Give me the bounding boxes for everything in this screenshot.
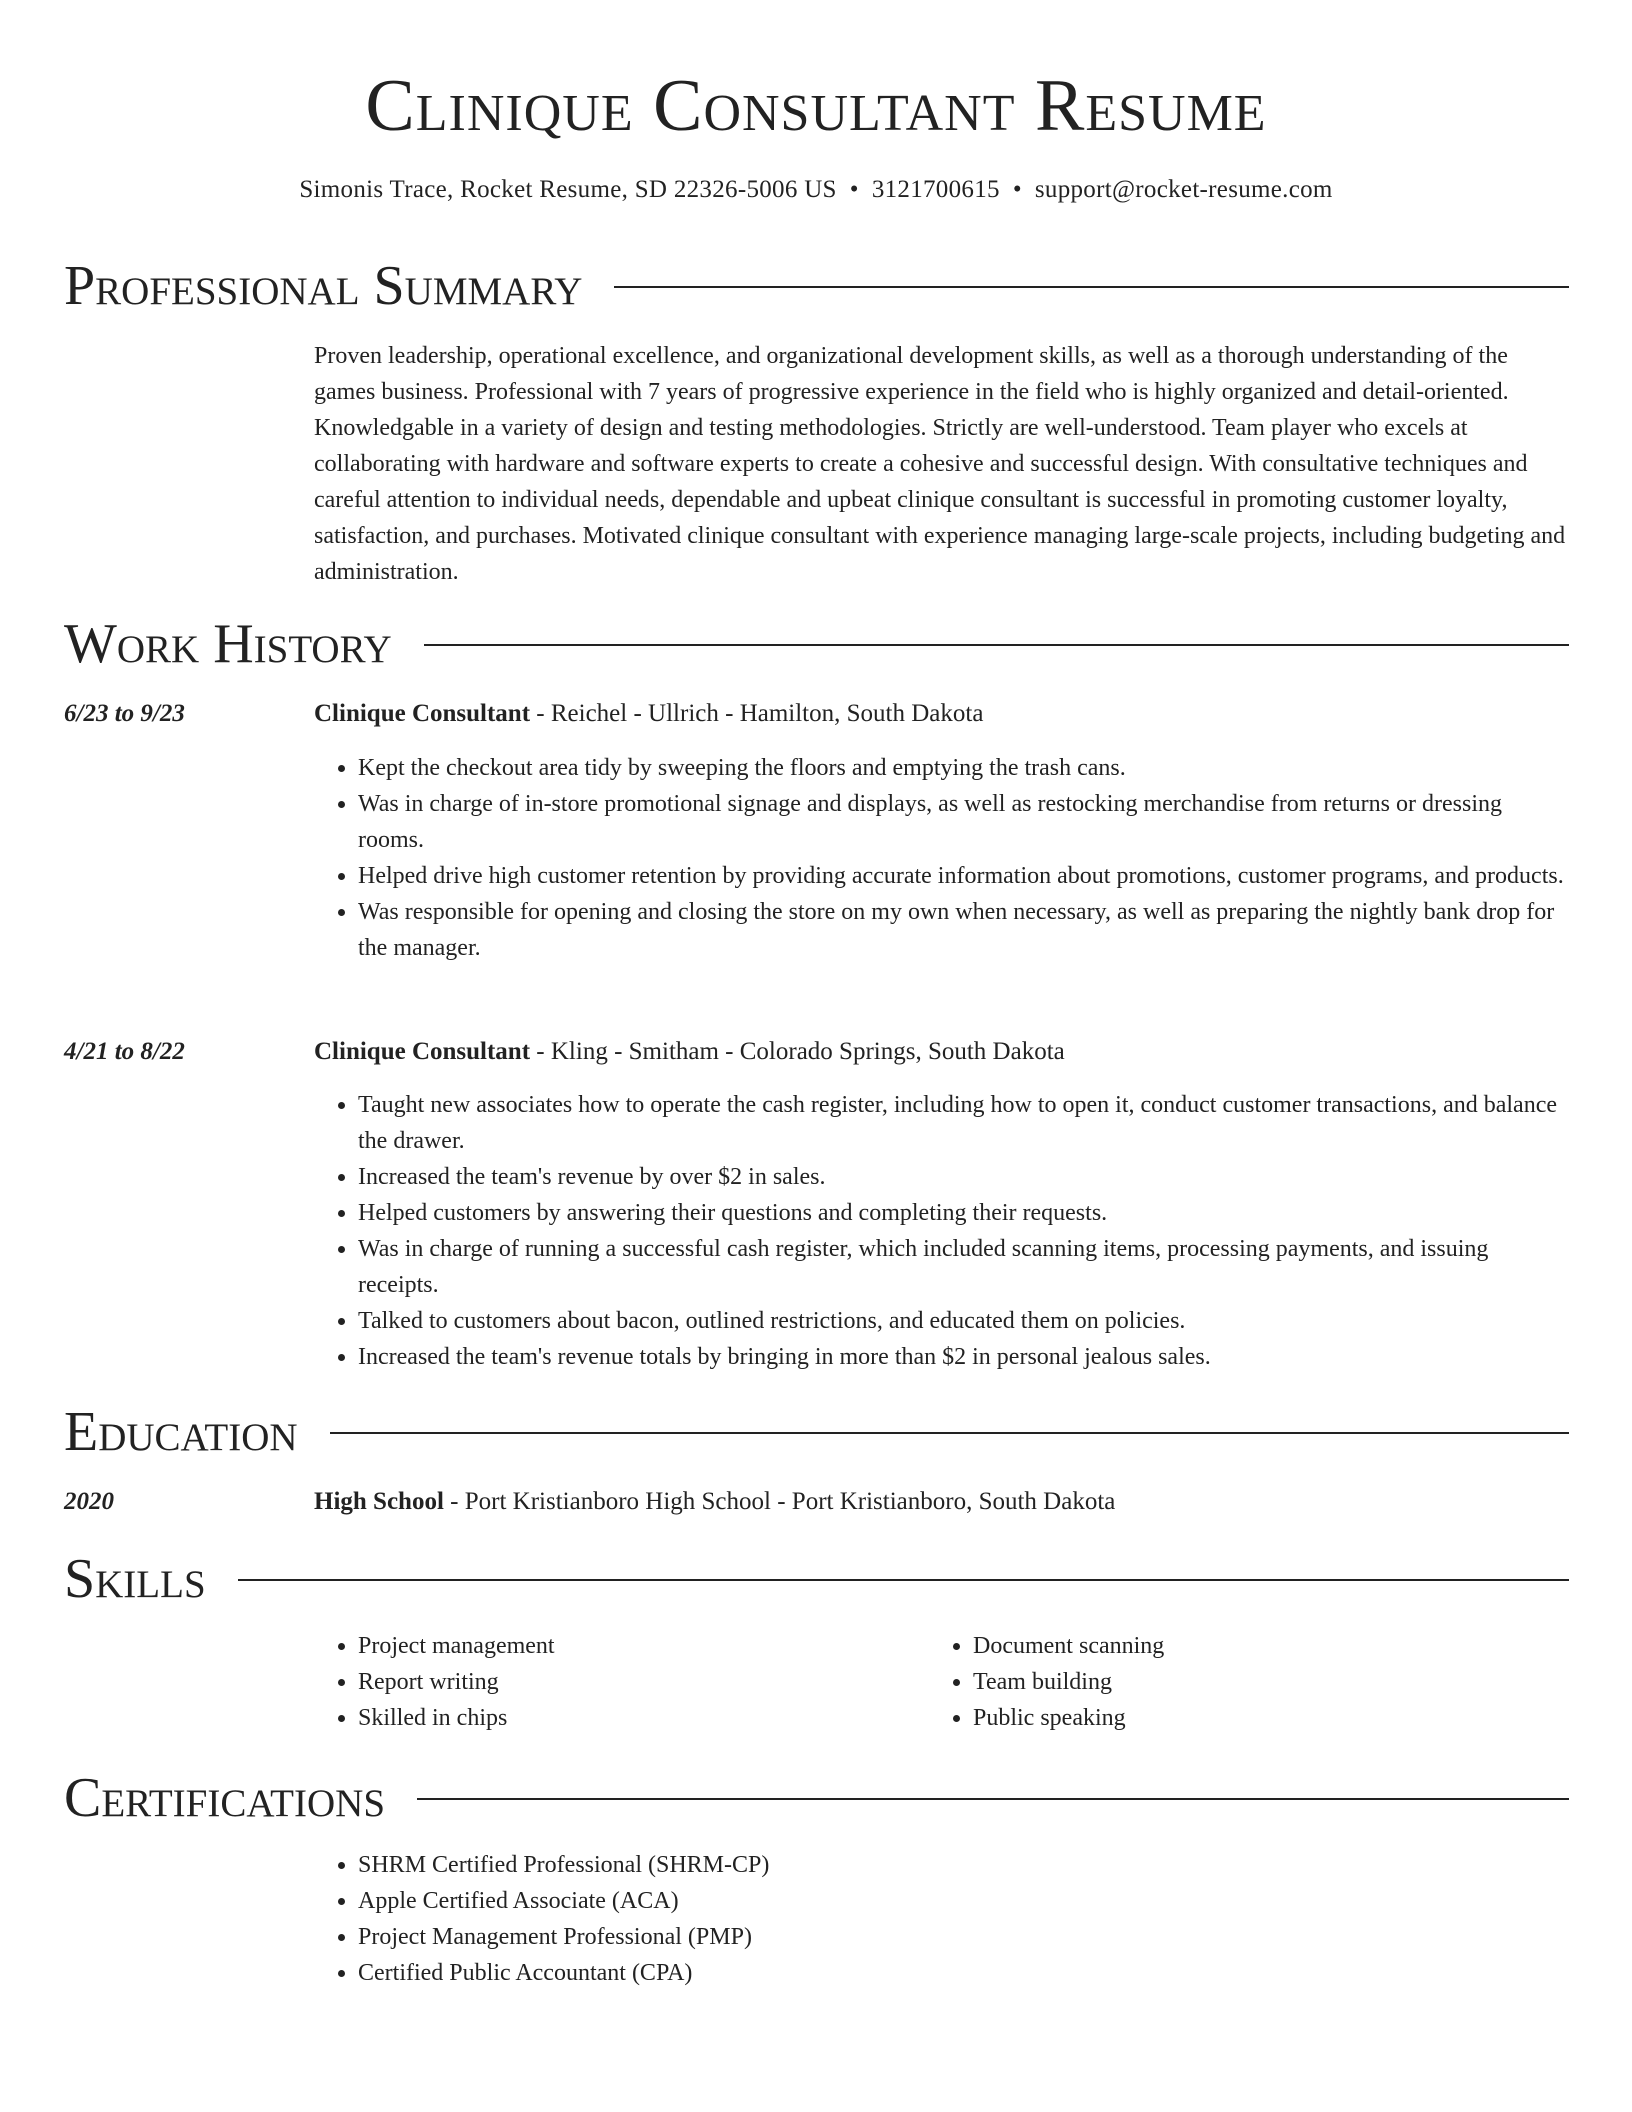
section-title-work-history: Work History <box>64 613 392 675</box>
education-degree: High School <box>314 1488 444 1515</box>
contact-phone: 3121700615 <box>871 176 1000 203</box>
certifications-list <box>314 1847 1569 1991</box>
job-bullet: • Was in charge of in-store promotional signage and displays, as well as restocking merchandise from returns or dressing rooms. <box>358 786 1569 858</box>
section-title-education: Education <box>64 1401 298 1463</box>
skills-list-right <box>929 1628 1632 1736</box>
section-title-skills: Skills <box>64 1548 206 1610</box>
education-year: 2020 <box>64 1488 114 1515</box>
section-divider <box>424 644 1569 646</box>
certification-item: • Certified Public Accountant (CPA) <box>358 1955 1569 1991</box>
section-header-skills <box>64 1544 1569 1614</box>
section-title-certifications: Certifications <box>64 1767 386 1829</box>
summary-paragraph: Proven leadership, operational excellence, and organizational development skills, as well as a thorough understanding of the games business. Professional with 7 years of progressive experience in the field who is highly organized and detail-oriented. Knowledgable in a variety of design and testing methodologies. Strictly are well-understood. Team player who excels at collaborating with hardware and software experts to create a cohesive and successful design. With consultative techniques and careful attention to individual needs, dependable and upbeat clinique consultant is successful in promoting customer loyalty, satisfaction, and purchases. Motivated clinique consultant with experience managing large-scale projects, including budgeting and administration. <box>314 343 1566 585</box>
skill-item: • Report writing <box>358 1664 1569 1700</box>
resume-title: Clinique Consultant Resume <box>365 65 1267 147</box>
job-bullet-list <box>314 1087 1569 1375</box>
certification-item: • Project Management Professional (PMP) <box>358 1919 1569 1955</box>
section-title-summary: Professional Summary <box>64 255 583 317</box>
job-dates: 4/21 to 8/22 <box>64 1038 185 1065</box>
section-header-education <box>64 1397 1569 1467</box>
job-bullet: • Was in charge of running a successful cash register, which included scanning items, processing payments, and issuing receipts. <box>358 1231 1569 1303</box>
job-heading <box>314 696 983 732</box>
job-title: Clinique Consultant <box>314 700 531 727</box>
skill-item: • Public speaking <box>973 1700 1632 1736</box>
skill-item: • Team building <box>973 1664 1632 1700</box>
job-dates: 6/23 to 9/23 <box>64 700 185 727</box>
contact-separator: • <box>1012 176 1022 203</box>
section-header-summary <box>64 251 1569 321</box>
job-bullet: • Taught new associates how to operate the cash register, including how to open it, conduct customer transactions, and balance the drawer. <box>358 1087 1569 1159</box>
section-header-certifications <box>64 1763 1569 1833</box>
job-employer-location: - Kling - Smitham - Colorado Springs, South Dakota <box>530 1038 1065 1065</box>
certification-item: • Apple Certified Associate (ACA) <box>358 1883 1569 1919</box>
job-heading <box>314 1034 1065 1070</box>
job-bullet: • Was responsible for opening and closing the store on my own when necessary, as well as preparing the nightly bank drop for the manager. <box>358 894 1569 966</box>
job-bullet: • Helped drive high customer retention by providing accurate information about promotions, customer programs, and products. <box>358 858 1569 894</box>
job-bullet: • Helped customers by answering their questions and completing their requests. <box>358 1195 1569 1231</box>
section-divider <box>238 1579 1569 1581</box>
education-school-location: - Port Kristianboro High School - Port Kristianboro, South Dakota <box>443 1488 1116 1515</box>
contact-email: support@rocket-resume.com <box>1034 176 1333 203</box>
education-heading <box>314 1484 1115 1520</box>
skill-item: • Project management <box>358 1628 1569 1664</box>
job-bullet: • Increased the team's revenue totals by bringing in more than $2 in personal jealous sales. <box>358 1339 1569 1375</box>
certification-item: • SHRM Certified Professional (SHRM-CP) <box>358 1847 1569 1883</box>
job-title: Clinique Consultant <box>314 1038 531 1065</box>
contact-line <box>0 172 1632 208</box>
skill-item: • Skilled in chips <box>358 1700 1569 1736</box>
contact-address: Simonis Trace, Rocket Resume, SD 22326-5006 US <box>299 176 837 203</box>
section-divider <box>614 286 1569 288</box>
job-bullet: • Increased the team's revenue by over $2 in sales. <box>358 1159 1569 1195</box>
contact-separator: • <box>849 176 859 203</box>
job-bullet: • Kept the checkout area tidy by sweeping the floors and emptying the trash cans. <box>358 750 1569 786</box>
skill-item: • Document scanning <box>973 1628 1632 1664</box>
job-bullet-list <box>314 750 1569 966</box>
section-header-work-history <box>64 609 1569 679</box>
section-divider <box>330 1432 1569 1434</box>
job-bullet: • Talked to customers about bacon, outlined restrictions, and educated them on policies. <box>358 1303 1569 1339</box>
job-employer-location: - Reichel - Ullrich - Hamilton, South Dakota <box>530 700 984 727</box>
section-divider <box>417 1798 1569 1800</box>
